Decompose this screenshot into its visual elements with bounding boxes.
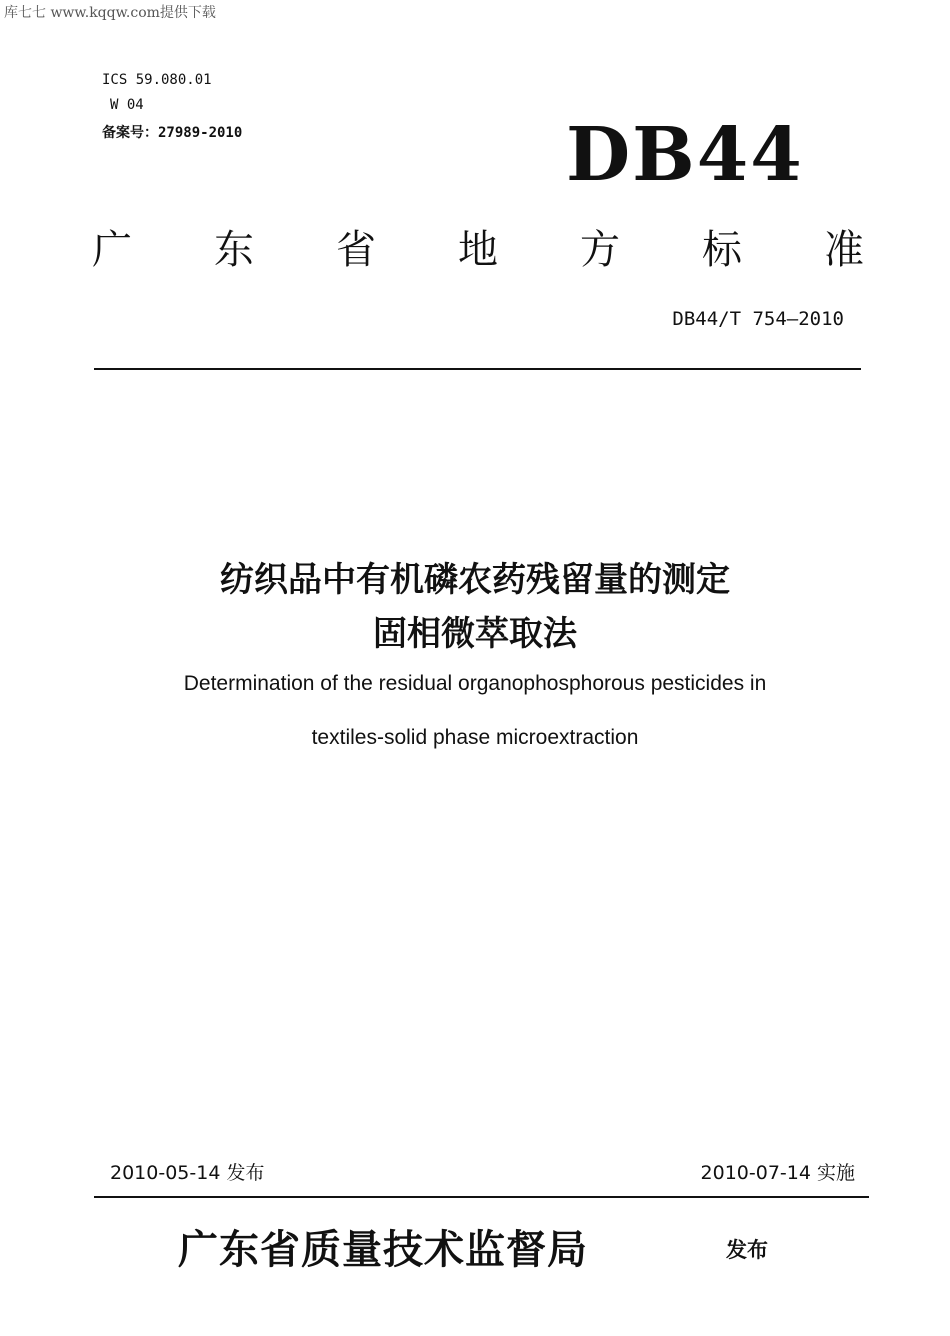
standard-type-char: 方	[580, 227, 620, 273]
top-divider	[94, 368, 861, 370]
standard-type-heading	[92, 218, 864, 275]
title-english-line2: textiles-solid phase microextraction	[311, 726, 639, 749]
standard-logo-code: DB44	[566, 112, 804, 198]
issue-date: 2010-05-14 发布	[110, 1162, 265, 1184]
title-english-line1: Determination of the residual organophosphorous pesticides in	[183, 672, 767, 695]
standard-number: DB44/T 754—2010	[672, 308, 844, 330]
classification-code: W 04	[110, 97, 144, 113]
issuing-authority: 广东省质量技术监督局	[178, 1226, 588, 1273]
standard-type-char: 广	[92, 227, 132, 273]
issuing-authority-suffix: 发布	[726, 1238, 768, 1262]
bottom-divider	[94, 1196, 869, 1198]
standard-type-char: 省	[336, 227, 376, 273]
standard-type-char: 标	[702, 227, 742, 273]
registration-number: 备案号：27989-2010	[102, 125, 243, 141]
implementation-date: 2010-07-14 实施	[700, 1162, 855, 1184]
standard-type-char: 东	[214, 227, 254, 273]
standard-type-char: 地	[458, 227, 498, 273]
title-chinese-line2: 固相微萃取法	[373, 614, 577, 654]
ics-code: ICS 59.080.01	[102, 72, 212, 88]
standard-type-char: 准	[824, 227, 864, 273]
title-chinese-line1: 纺织品中有机磷农药残留量的测定	[220, 560, 730, 600]
watermark-text: 库七七 www.kqqw.com提供下载	[4, 5, 216, 21]
